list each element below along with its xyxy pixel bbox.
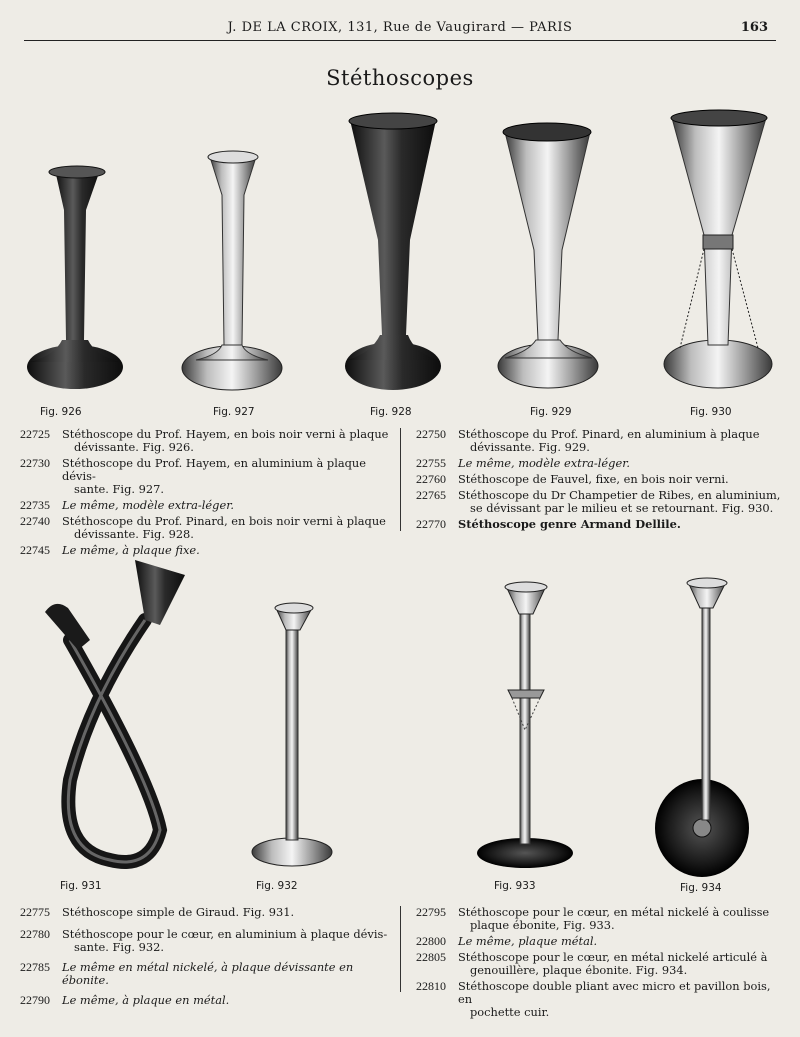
- fig-caption-926: Fig. 926: [40, 406, 82, 418]
- catalog-entry: 22755 Le même, modèle extra-léger.: [416, 456, 631, 470]
- stethoscope-931: [45, 560, 185, 862]
- stethoscope-930: [664, 110, 772, 388]
- catalog-entry: 22775 Stéthoscope simple de Giraud. Fig. 931.: [20, 905, 295, 919]
- catalog-entry: 22735 Le même, modèle extra-léger.: [20, 498, 235, 512]
- stethoscope-928: [345, 113, 441, 390]
- stethoscope-929: [498, 123, 598, 388]
- column-divider-bottom: [400, 906, 401, 992]
- catalog-entry: 22800 Le même, plaque métal.: [416, 934, 598, 948]
- catalog-entry: 22795 Stéthoscope pour le cœur, en métal nickelé à coulisse plaque ébonite, Fig. 933.: [416, 905, 770, 932]
- catalog-entry: 22730 Stéthoscope du Prof. Hayem, en aluminium à plaque dévis- sante. Fig. 927.: [20, 456, 366, 496]
- stethoscope-933: [477, 582, 573, 868]
- catalog-entry: 22725 Stéthoscope du Prof. Hayem, en bois noir verni à plaque dévissante. Fig. 926.: [20, 427, 389, 454]
- page-title: Stéthoscopes: [326, 66, 474, 90]
- stethoscope-927: [182, 151, 282, 390]
- catalog-entry: 22785 Le même en métal nickelé, à plaque dévissante en ébonite.: [20, 960, 354, 987]
- stethoscope-934: [655, 578, 749, 877]
- catalog-entry: 22780 Stéthoscope pour le cœur, en aluminium à plaque dévis- sante. Fig. 932.: [20, 927, 388, 954]
- fig-caption-927: Fig. 927: [213, 406, 255, 418]
- entries-top-left: [20, 428, 395, 560]
- page-number: 163: [740, 20, 768, 35]
- catalog-entry: 22750 Stéthoscope du Prof. Pinard, en aluminium à plaque dévissante. Fig. 929.: [416, 427, 760, 454]
- stethoscope-932: [252, 603, 332, 866]
- fig-caption-929: Fig. 929: [530, 406, 572, 418]
- catalog-entry: 22745 Le même, à plaque fixe.: [20, 543, 200, 557]
- column-divider-top: [400, 428, 401, 531]
- stethoscope-926: [27, 166, 123, 389]
- catalog-entry: 22810 Stéthoscope double pliant avec micro et pavillon bois, en pochette cuir.: [416, 979, 771, 1019]
- fig-caption-934: Fig. 934: [680, 882, 722, 894]
- header-text: J. DE LA CROIX, 131, Rue de Vaugirard — PARIS: [227, 20, 573, 35]
- fig-caption-932: Fig. 932: [256, 880, 298, 892]
- catalog-entry: 22805 Stéthoscope pour le cœur, en métal nickelé articulé à genouillère, plaque ébonite. Fig. 934.: [416, 950, 768, 977]
- fig-caption-928: Fig. 928: [370, 406, 412, 418]
- entries-bottom-left: [20, 906, 395, 1010]
- catalog-entry: 22765 Stéthoscope du Dr Champetier de Ribes, en aluminium, se dévissant par le milieu et se retournant. Fig. 930.: [416, 488, 781, 515]
- fig-caption-931: Fig. 931: [60, 880, 102, 892]
- catalog-entry: 22760 Stéthoscope de Fauvel, fixe, en bois noir verni.: [416, 472, 729, 486]
- fig-caption-933: Fig. 933: [494, 880, 536, 892]
- entries-bottom-right: [416, 906, 782, 1022]
- catalog-entry: 22770 Stéthoscope genre Armand Dellile.: [416, 517, 681, 531]
- catalog-entry: 22740 Stéthoscope du Prof. Pinard, en bois noir verni à plaque dévissante. Fig. 928.: [20, 514, 386, 541]
- catalog-entry: 22790 Le même, à plaque en métal.: [20, 993, 230, 1007]
- entries-top-right: [416, 428, 782, 534]
- fig-caption-930: Fig. 930: [690, 406, 732, 418]
